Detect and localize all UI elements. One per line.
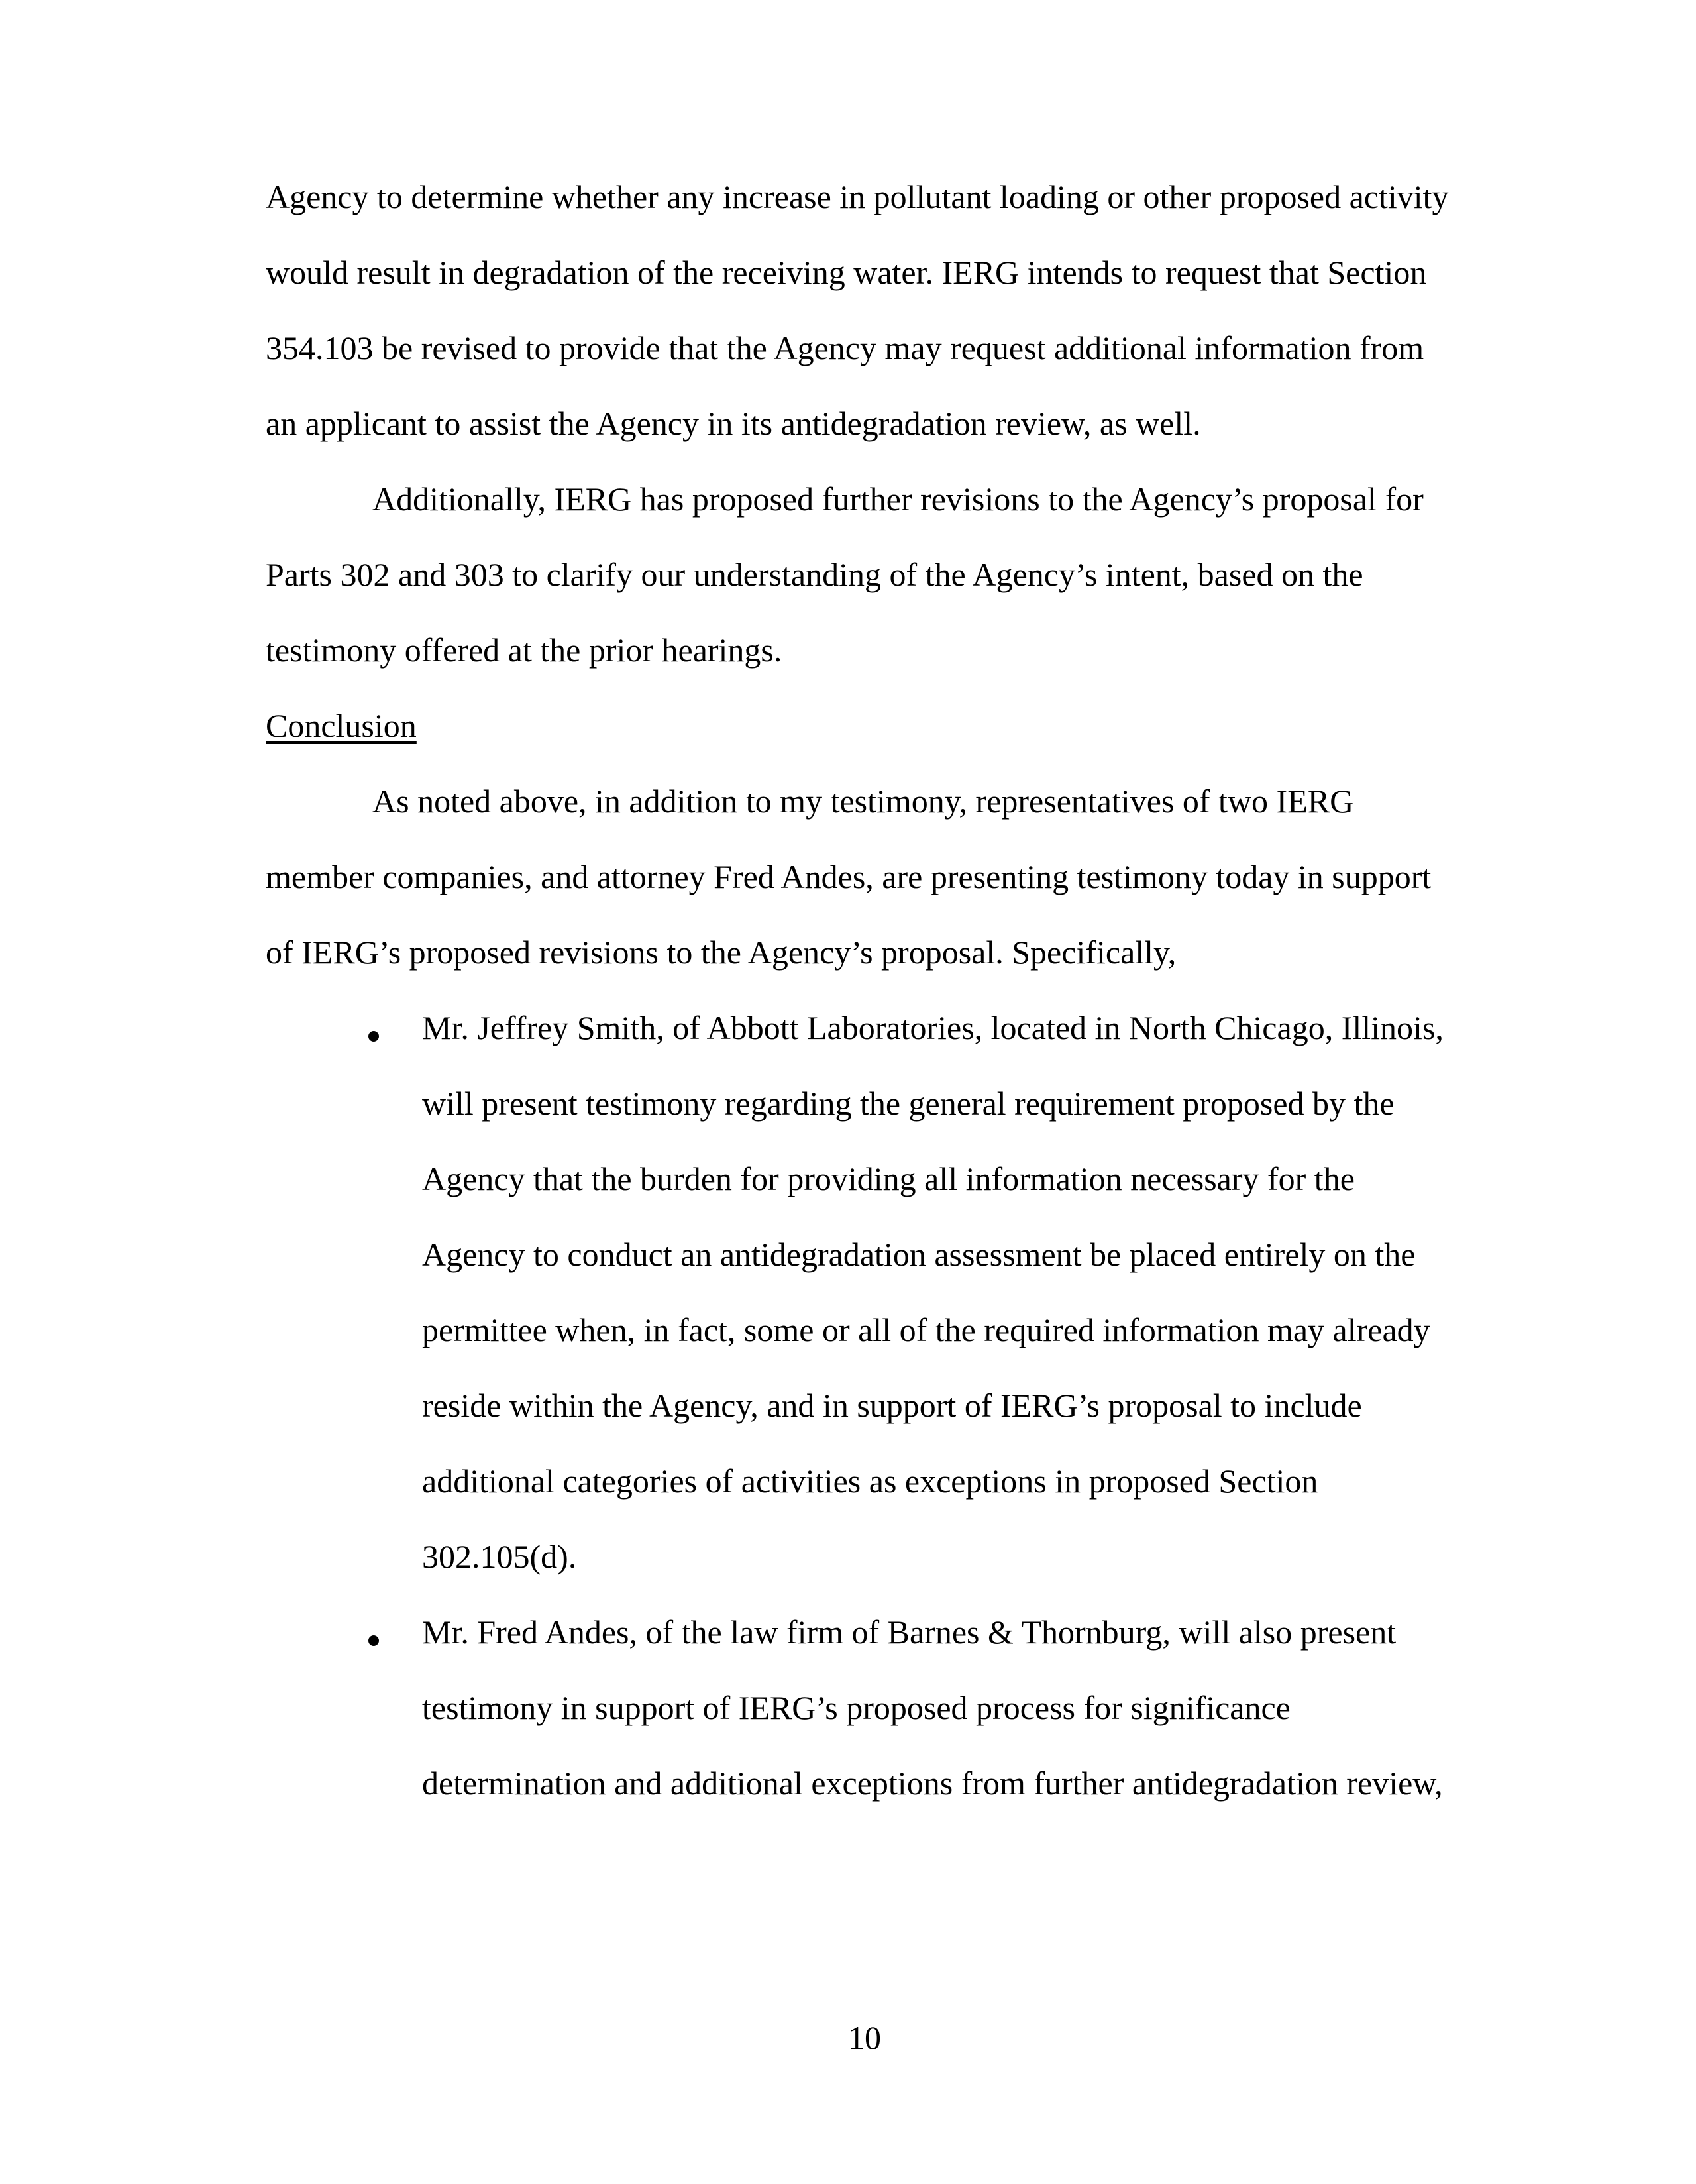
bullet-line: reside within the Agency, and in support of IERG’s proposal to include bbox=[422, 1387, 1362, 1424]
paragraph-line: would result in degradation of the receiving water. IERG intends to request that Section bbox=[266, 254, 1427, 291]
paragraph-line: testimony offered at the prior hearings. bbox=[266, 631, 782, 669]
bullet-icon bbox=[368, 1635, 379, 1646]
bullet-line: permittee when, in fact, some or all of the required information may already bbox=[422, 1311, 1430, 1348]
paragraph-line: member companies, and attorney Fred Andes, are presenting testimony today in support bbox=[266, 858, 1432, 895]
bullet-line: will present testimony regarding the general requirement proposed by the bbox=[422, 1085, 1395, 1122]
bullet-line: 302.105(d). bbox=[422, 1538, 577, 1575]
bullet-line: Mr. Fred Andes, of the law firm of Barnes & Thornburg, will also present bbox=[422, 1613, 1397, 1651]
paragraph-line: Agency to determine whether any increase in pollutant loading or other proposed activity bbox=[266, 178, 1449, 215]
bullet-line: testimony in support of IERG’s proposed process for significance bbox=[422, 1689, 1291, 1726]
paragraph-line: Additionally, IERG has proposed further revisions to the Agency’s proposal for bbox=[372, 480, 1424, 518]
section-heading: Conclusion bbox=[266, 707, 417, 744]
page-number: 10 bbox=[848, 2019, 881, 2056]
bullet-line: additional categories of activities as exceptions in proposed Section bbox=[422, 1462, 1318, 1500]
bullet-line: determination and additional exceptions from further antidegradation review, bbox=[422, 1765, 1443, 1802]
bullet-line: Agency to conduct an antidegradation assessment be placed entirely on the bbox=[422, 1236, 1416, 1273]
paragraph-line: an applicant to assist the Agency in its antidegradation review, as well. bbox=[266, 405, 1201, 442]
paragraph-line: As noted above, in addition to my testimony, representatives of two IERG bbox=[372, 783, 1354, 820]
paragraph-line: of IERG’s proposed revisions to the Agency’s proposal. Specifically, bbox=[266, 934, 1177, 971]
bullet-icon bbox=[368, 1031, 379, 1042]
bullet-line: Mr. Jeffrey Smith, of Abbott Laboratories, located in North Chicago, Illinois, bbox=[422, 1009, 1444, 1046]
bullet-line: Agency that the burden for providing all information necessary for the bbox=[422, 1160, 1355, 1197]
paragraph-line: Parts 302 and 303 to clarify our understanding of the Agency’s intent, based on the bbox=[266, 556, 1363, 593]
paragraph-line: 354.103 be revised to provide that the Agency may request additional information from bbox=[266, 329, 1424, 366]
